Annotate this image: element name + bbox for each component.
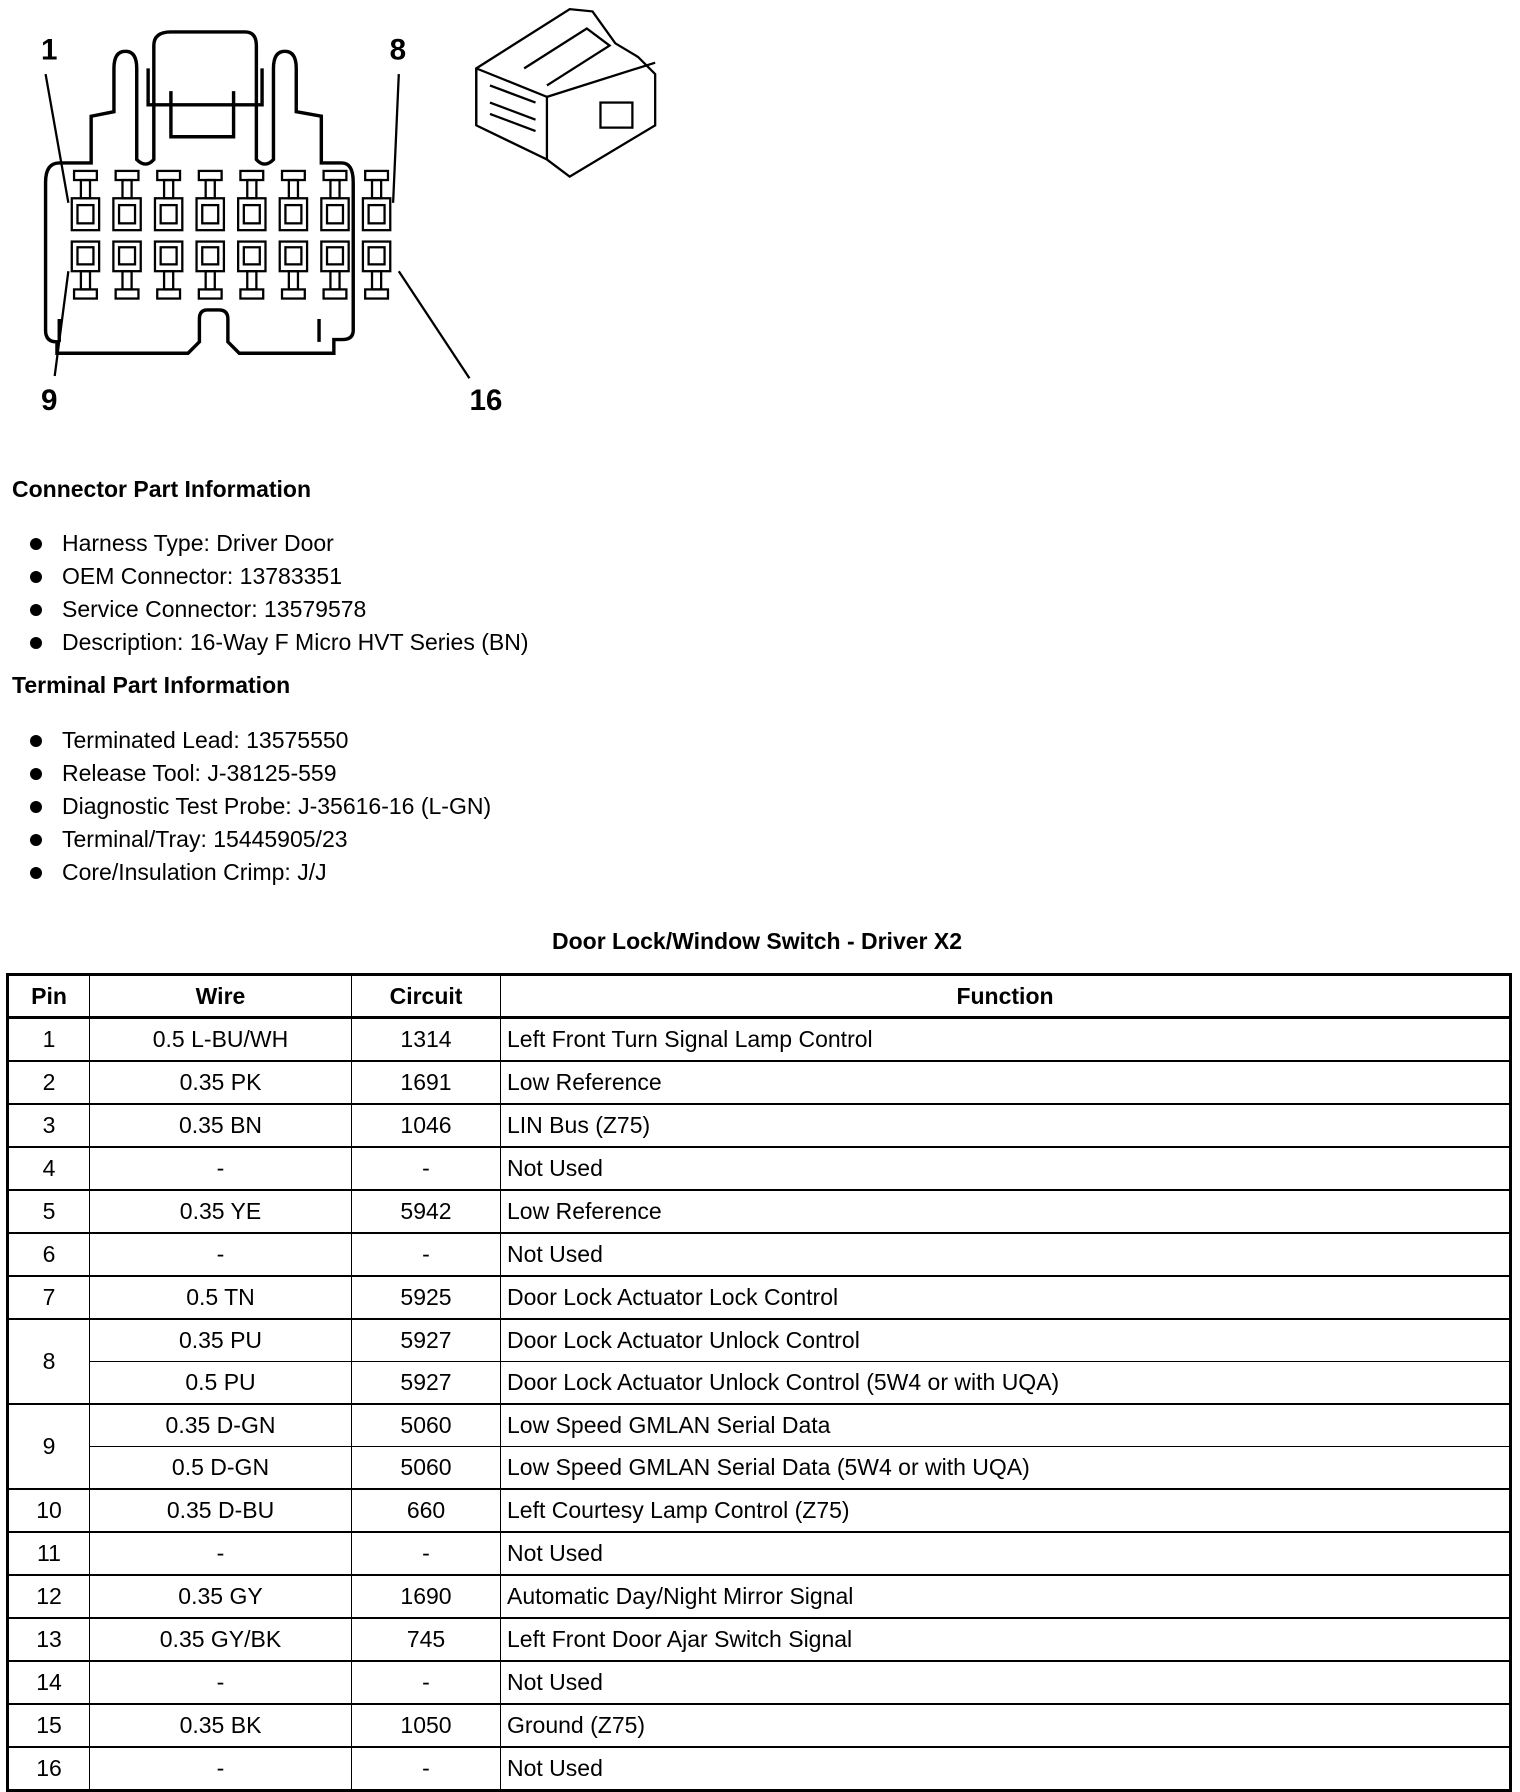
cell-wire: 0.35 YE (90, 1190, 352, 1233)
terminal-cavity (72, 198, 99, 230)
cavity (202, 205, 218, 223)
table-row (8, 1319, 1511, 1362)
list-item-text: Harness Type: Driver Door (62, 530, 334, 556)
cell-circuit: 660 (352, 1489, 501, 1532)
bullet-icon (30, 768, 42, 780)
cavity (74, 171, 97, 180)
cell-circuit: 5927 (352, 1362, 501, 1405)
cavity (327, 247, 343, 264)
list-item (0, 790, 491, 823)
cavity (119, 247, 135, 264)
cavity (116, 289, 139, 298)
cell-wire: - (90, 1233, 352, 1276)
cavity (161, 247, 177, 264)
cell-function: Not Used (501, 1532, 1511, 1575)
cell-function: Not Used (501, 1747, 1511, 1791)
cell-function: Door Lock Actuator Unlock Control (5W4 or with UQA) (501, 1362, 1511, 1405)
connector-face-diagram (0, 0, 760, 433)
cell-circuit: 1046 (352, 1104, 501, 1147)
list-item (0, 757, 491, 790)
cell-function: Low Reference (501, 1190, 1511, 1233)
list-item-text: Diagnostic Test Probe: J-35616-16 (L-GN) (62, 793, 492, 819)
cell-function: Not Used (501, 1661, 1511, 1704)
list-item-text: Release Tool: J-38125-559 (62, 760, 337, 786)
list-item-text: Terminated Lead: 13575550 (62, 727, 349, 753)
cavity (324, 289, 347, 298)
cell-pin: 1 (8, 1018, 90, 1062)
table-row (8, 1704, 1511, 1747)
header-function: Function (501, 975, 1511, 1018)
cavity (330, 271, 339, 289)
cell-function: LIN Bus (Z75) (501, 1104, 1511, 1147)
cavity (119, 205, 135, 223)
cell-function: Left Front Turn Signal Lamp Control (501, 1018, 1511, 1062)
cavity (369, 247, 385, 264)
header-circuit: Circuit (352, 975, 501, 1018)
bullet-icon (30, 867, 42, 879)
cavity (372, 180, 381, 198)
cell-circuit: 1050 (352, 1704, 501, 1747)
bullet-icon (30, 735, 42, 747)
cell-pin: 14 (8, 1661, 90, 1704)
cell-circuit: 1690 (352, 1575, 501, 1618)
cavity (365, 171, 388, 180)
terminal-cavity (197, 198, 224, 230)
cavity (81, 180, 90, 198)
list-item-text: Service Connector: 13579578 (62, 596, 367, 622)
cell-circuit: 1314 (352, 1018, 501, 1062)
cavity (164, 180, 173, 198)
cavity (285, 205, 301, 223)
cavity (244, 247, 260, 264)
pin-label-16: 16 (469, 384, 503, 418)
cavity (289, 180, 298, 198)
cavity (282, 171, 305, 180)
cell-wire: 0.35 BN (90, 1104, 352, 1147)
terminal-cavity (197, 242, 224, 272)
table-row (8, 1147, 1511, 1190)
cavity (77, 247, 93, 264)
list-item-text: OEM Connector: 13783351 (62, 563, 343, 589)
cell-circuit: - (352, 1233, 501, 1276)
cell-wire: 0.5 PU (90, 1362, 352, 1405)
cell-function: Not Used (501, 1147, 1511, 1190)
table-row (8, 1747, 1511, 1791)
cell-circuit: - (352, 1747, 501, 1791)
terminal-cavity (321, 242, 348, 272)
cell-wire: 0.5 TN (90, 1276, 352, 1319)
bullet-icon (30, 637, 42, 649)
cavity (157, 171, 180, 180)
bullet-icon (30, 834, 42, 846)
table-row (8, 1575, 1511, 1618)
cell-function: Left Front Door Ajar Switch Signal (501, 1618, 1511, 1661)
terminal-cavity (238, 242, 265, 272)
cavity (77, 205, 93, 223)
list-item-text: Core/Insulation Crimp: J/J (62, 859, 327, 885)
cell-pin: 10 (8, 1489, 90, 1532)
list-item (0, 626, 528, 659)
cell-pin: 13 (8, 1618, 90, 1661)
table-row (8, 1190, 1511, 1233)
cell-wire: - (90, 1747, 352, 1791)
cell-circuit: 5060 (352, 1404, 501, 1447)
terminal-cavity (238, 198, 265, 230)
cell-circuit: 5927 (352, 1319, 501, 1362)
list-item (0, 527, 528, 560)
cell-function: Low Speed GMLAN Serial Data (501, 1404, 1511, 1447)
terminal-cavity (363, 198, 390, 230)
cavity (199, 289, 222, 298)
connector-info-list (0, 527, 528, 659)
bullet-icon (30, 604, 42, 616)
cavity (74, 289, 97, 298)
cell-circuit: - (352, 1532, 501, 1575)
list-item (0, 856, 491, 889)
cavity (161, 205, 177, 223)
table-row (8, 1404, 1511, 1447)
table-row (8, 1018, 1511, 1062)
table-row (8, 1447, 1511, 1490)
cavity (116, 171, 139, 180)
cavity (330, 180, 339, 198)
cell-function: Low Reference (501, 1061, 1511, 1104)
cell-pin: 12 (8, 1575, 90, 1618)
cavity (157, 289, 180, 298)
list-item (0, 560, 528, 593)
cell-wire: 0.5 D-GN (90, 1447, 352, 1490)
connector-face-view (46, 32, 354, 353)
cell-wire: 0.5 L-BU/WH (90, 1018, 352, 1062)
cell-function: Not Used (501, 1233, 1511, 1276)
terminal-cavity (113, 198, 140, 230)
cell-pin: 11 (8, 1532, 90, 1575)
cavity (122, 180, 131, 198)
table-row (8, 1362, 1511, 1405)
cavity (122, 271, 131, 289)
cell-pin: 6 (8, 1233, 90, 1276)
table-row (8, 1061, 1511, 1104)
cavity (285, 247, 301, 264)
table-row (8, 1276, 1511, 1319)
cavity (164, 271, 173, 289)
cell-function: Door Lock Actuator Unlock Control (501, 1319, 1511, 1362)
cell-circuit: 745 (352, 1618, 501, 1661)
cavity (282, 289, 305, 298)
cell-wire: - (90, 1532, 352, 1575)
cavity (202, 247, 218, 264)
terminal-cavity (155, 242, 182, 272)
cell-circuit: 5925 (352, 1276, 501, 1319)
cavity (372, 271, 381, 289)
cell-function: Automatic Day/Night Mirror Signal (501, 1575, 1511, 1618)
cavity (240, 289, 263, 298)
terminal-info-list (0, 724, 491, 889)
terminal-cavity (321, 198, 348, 230)
list-item-text: Description: 16-Way F Micro HVT Series (BN) (62, 629, 529, 655)
bullet-icon (30, 538, 42, 550)
cell-pin: 3 (8, 1104, 90, 1147)
table-row (8, 1104, 1511, 1147)
cavity (324, 171, 347, 180)
cavity (369, 205, 385, 223)
table-row (8, 1489, 1511, 1532)
cell-wire: 0.35 GY/BK (90, 1618, 352, 1661)
cell-pin: 9 (8, 1404, 90, 1489)
terminal-cavities (72, 171, 390, 299)
cell-pin: 4 (8, 1147, 90, 1190)
cell-pin: 2 (8, 1061, 90, 1104)
table-title: Door Lock/Window Switch - Driver X2 (551, 928, 962, 954)
table-row (8, 1618, 1511, 1661)
cavity (206, 271, 215, 289)
cell-pin: 8 (8, 1319, 90, 1404)
cavity (365, 289, 388, 298)
cavity (289, 271, 298, 289)
connector-info-heading: Connector Part Information (12, 476, 312, 502)
terminal-cavity (113, 242, 140, 272)
cell-function: Door Lock Actuator Lock Control (501, 1276, 1511, 1319)
list-item (0, 823, 491, 856)
terminal-cavity (280, 198, 307, 230)
cell-function: Low Speed GMLAN Serial Data (5W4 or with UQA) (501, 1447, 1511, 1490)
table-row (8, 1233, 1511, 1276)
cell-circuit: 5060 (352, 1447, 501, 1490)
bullet-icon (30, 571, 42, 583)
terminal-info-heading: Terminal Part Information (12, 672, 291, 698)
terminal-cavity (363, 242, 390, 272)
cavity (199, 171, 222, 180)
cell-pin: 7 (8, 1276, 90, 1319)
cell-circuit: - (352, 1147, 501, 1190)
pin-label-9: 9 (41, 384, 58, 418)
table-row (8, 1532, 1511, 1575)
cell-wire: 0.35 GY (90, 1575, 352, 1618)
header-pin: Pin (8, 975, 90, 1018)
cavity (244, 205, 260, 223)
terminal-cavity (280, 242, 307, 272)
pin-label-8: 8 (389, 33, 407, 67)
cell-circuit: 5942 (352, 1190, 501, 1233)
cell-pin: 5 (8, 1190, 90, 1233)
terminal-cavity (155, 198, 182, 230)
list-item (0, 593, 528, 626)
table-row (8, 1661, 1511, 1704)
cell-function: Ground (Z75) (501, 1704, 1511, 1747)
pinout-table (6, 973, 1512, 1792)
cavity (81, 271, 90, 289)
cell-circuit: - (352, 1661, 501, 1704)
cell-wire: 0.35 PU (90, 1319, 352, 1362)
cell-wire: - (90, 1147, 352, 1190)
cell-wire: 0.35 PK (90, 1061, 352, 1104)
cell-pin: 15 (8, 1704, 90, 1747)
cavity (206, 180, 215, 198)
cavity (240, 171, 263, 180)
cavity (327, 205, 343, 223)
connector-isometric-view (476, 9, 655, 176)
header-wire: Wire (90, 975, 352, 1018)
terminal-cavity (72, 242, 99, 272)
pin-label-1: 1 (41, 33, 58, 67)
cell-wire: 0.35 BK (90, 1704, 352, 1747)
cell-wire: - (90, 1661, 352, 1704)
cell-circuit: 1691 (352, 1061, 501, 1104)
cell-pin: 16 (8, 1747, 90, 1791)
list-item-text: Terminal/Tray: 15445905/23 (62, 826, 348, 852)
cavity (247, 271, 256, 289)
cell-wire: 0.35 D-BU (90, 1489, 352, 1532)
cavity (247, 180, 256, 198)
cell-wire: 0.35 D-GN (90, 1404, 352, 1447)
list-item (0, 724, 491, 757)
cell-function: Left Courtesy Lamp Control (Z75) (501, 1489, 1511, 1532)
bullet-icon (30, 801, 42, 813)
